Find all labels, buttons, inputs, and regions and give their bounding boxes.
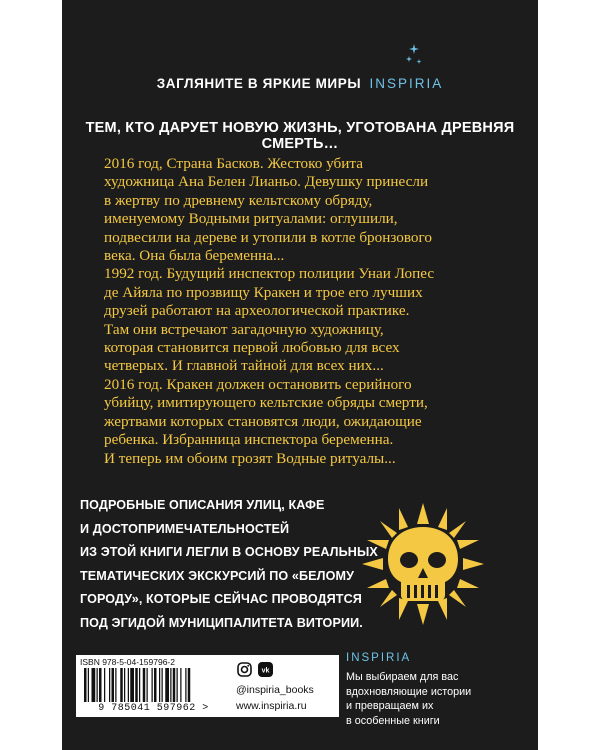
tours-line: ГОРОДУ», КОТОРЫЕ СЕЙЧАС ПРОВОДЯТСЯ bbox=[80, 592, 362, 606]
inspiria-brand: INSPIRIA bbox=[346, 652, 412, 664]
blurb-line: 1992 год. Будущий инспектор полиции Унаи Лопес bbox=[104, 265, 435, 283]
blurb-line: в жертву по древнему кельтскому обряду, bbox=[104, 191, 373, 209]
series-banner bbox=[62, 76, 538, 91]
blurb-line: века. Она была беременна... bbox=[104, 247, 285, 265]
blurb-line: 2016 год. Кракен должен остановить серийного bbox=[104, 375, 412, 393]
blurb-line: именуемому Водными ритуалами: оглушили, bbox=[104, 210, 398, 228]
blurb bbox=[104, 155, 504, 468]
tours-line: ИЗ ЭТОЙ КНИГИ ЛЕГЛИ В ОСНОВУ РЕАЛЬНЫХ bbox=[80, 545, 378, 559]
vk-icon[interactable] bbox=[258, 662, 273, 677]
banner-lead: ЗАГЛЯНИТЕ В ЯРКИЕ МИРЫ bbox=[156, 76, 362, 91]
blurb-line: которая становится первой любовью для всех bbox=[104, 339, 400, 357]
svg-text:vk: vk bbox=[261, 667, 270, 675]
barcode-bars bbox=[84, 668, 224, 702]
instagram-icon[interactable] bbox=[237, 662, 252, 677]
sun-skull-icon bbox=[362, 503, 484, 625]
banner-brand: INSPIRIA bbox=[369, 76, 444, 91]
barcode bbox=[76, 655, 231, 717]
tours-line: ПОДРОБНЫЕ ОПИСАНИЯ УЛИЦ, КАФЕ bbox=[80, 498, 325, 512]
tours-line: И ДОСТОПРИМЕЧАТЕЛЬНОСТЕЙ bbox=[80, 521, 290, 536]
blurb-line: четверых. И главной тайной для всех них... bbox=[104, 357, 384, 375]
tagline: ТЕМ, КТО ДАРУЕТ НОВУЮ ЖИЗНЬ, УГОТОВАНА ДРЕВНЯЯ СМЕРТЬ… bbox=[85, 120, 515, 152]
blurb-line: убийцу, имитирующего кельтские обряды смерти, bbox=[104, 394, 428, 412]
social-handle[interactable]: @inspiria_books bbox=[236, 684, 314, 696]
tours-line: ПОД ЭГИДОЙ МУНИЦИПАЛИТЕТА ВИТОРИИ. bbox=[80, 615, 363, 630]
blurb-line: де Айяла по прозвищу Кракен и трое его лучших bbox=[104, 283, 423, 301]
isbn-label: ISBN 978-5-04-159796-2 bbox=[80, 657, 175, 667]
blurb-line: художница Ана Белен Лианьо. Девушку принесли bbox=[104, 173, 429, 191]
book-back-cover bbox=[62, 0, 538, 750]
tours-line: ТЕМАТИЧЕСКИХ ЭКСКУРСИЙ ПО «БЕЛОМУ bbox=[80, 568, 355, 583]
slogan-line: и превращаем их bbox=[346, 700, 434, 712]
slogan-line: в особенные книги bbox=[346, 714, 440, 727]
blurb-line: 2016 год, Страна Басков. Жестоко убита bbox=[104, 155, 363, 172]
blurb-line: ребенка. Избранница инспектора беременна. bbox=[104, 431, 394, 449]
website-link[interactable]: www.inspiria.ru bbox=[236, 700, 307, 712]
slogan-line: вдохновляющие истории bbox=[346, 685, 472, 698]
blurb-line: Там они встречают загадочную художницу, bbox=[104, 320, 384, 338]
social-links bbox=[231, 655, 339, 717]
blurb-line: жертвами которых становятся люди, ожидающие bbox=[104, 412, 422, 430]
barcode-digits: 9 785041 597962 > bbox=[98, 703, 209, 714]
slogan-line: Мы выбираем для вас bbox=[346, 671, 459, 683]
blurb-line: И теперь им обоим грозят Водные ритуалы... bbox=[104, 449, 396, 467]
inspiria-slogan bbox=[346, 670, 471, 728]
sparkle-icon bbox=[405, 44, 423, 66]
blurb-line: подвесили на дереве и утопили в котле бронзового bbox=[104, 228, 432, 246]
blurb-line: друзей работают на археологической практике. bbox=[104, 302, 410, 320]
tours-note bbox=[80, 494, 380, 635]
